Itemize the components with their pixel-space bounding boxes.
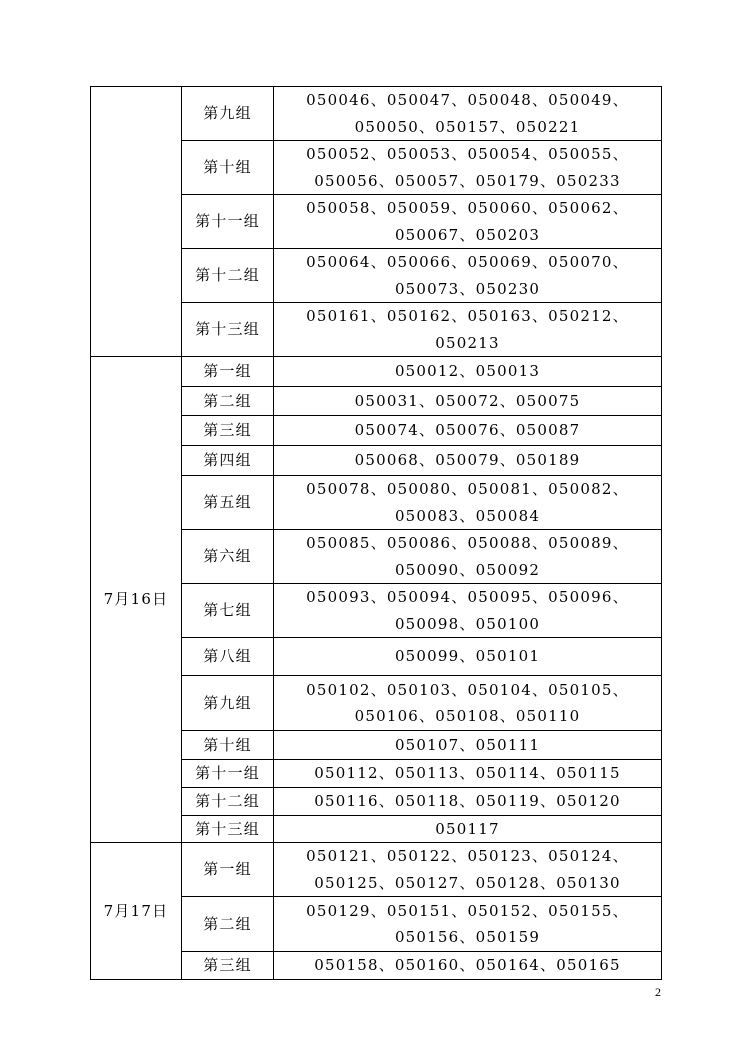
- group-cell: 第四组: [182, 446, 274, 476]
- student-ids-cell: 050099、050101: [274, 638, 662, 676]
- student-ids-cell: 050068、050079、050189: [274, 446, 662, 476]
- date-cell: 7月16日: [91, 357, 182, 843]
- group-cell: 第五组: [182, 476, 274, 530]
- table-row: [91, 87, 662, 141]
- group-cell: 第七组: [182, 584, 274, 638]
- student-ids-cell: 050085、050086、050088、050089、050090、050092: [274, 530, 662, 584]
- group-cell: 第十一组: [182, 195, 274, 249]
- student-ids-cell: 050107、050111: [274, 731, 662, 760]
- student-ids-cell: 050078、050080、050081、050082、050083、050084: [274, 476, 662, 530]
- group-cell: 第三组: [182, 416, 274, 446]
- group-cell: 第九组: [182, 87, 274, 141]
- student-ids-cell: 050116、050118、050119、050120: [274, 788, 662, 816]
- group-cell: 第十组: [182, 731, 274, 760]
- student-ids-cell: 050031、050072、050075: [274, 387, 662, 416]
- student-ids-cell: 050046、050047、050048、050049、050050、050157、050221: [274, 87, 662, 141]
- student-ids-cell: 050064、050066、050069、050070、050073、050230: [274, 249, 662, 303]
- student-ids-cell: 050129、050151、050152、050155、050156、050159: [274, 897, 662, 952]
- group-cell: 第一组: [182, 357, 274, 387]
- student-ids-cell: 050117: [274, 815, 662, 843]
- group-cell: 第一组: [182, 843, 274, 897]
- student-ids-cell: 050112、050113、050114、050115: [274, 760, 662, 788]
- exam-group-table: [90, 86, 662, 980]
- table-row: [91, 843, 662, 897]
- student-ids-cell: 050074、050076、050087: [274, 416, 662, 446]
- student-ids-cell: 050012、050013: [274, 357, 662, 387]
- group-cell: 第六组: [182, 530, 274, 584]
- group-cell: 第三组: [182, 952, 274, 980]
- student-ids-cell: 050158、050160、050164、050165: [274, 952, 662, 980]
- group-cell: 第八组: [182, 638, 274, 676]
- student-ids-cell: 050161、050162、050163、050212、050213: [274, 303, 662, 357]
- group-cell: 第十一组: [182, 760, 274, 788]
- group-cell: 第二组: [182, 387, 274, 416]
- group-cell: 第十二组: [182, 788, 274, 816]
- group-cell: 第十二组: [182, 249, 274, 303]
- student-ids-cell: 050121、050122、050123、050124、050125、050127、050128、050130: [274, 843, 662, 897]
- group-cell: 第十组: [182, 141, 274, 195]
- group-cell: 第二组: [182, 897, 274, 952]
- group-cell: 第九组: [182, 676, 274, 731]
- table-row: [91, 357, 662, 387]
- student-ids-cell: 050052、050053、050054、050055、050056、050057、050179、050233: [274, 141, 662, 195]
- student-ids-cell: 050093、050094、050095、050096、050098、050100: [274, 584, 662, 638]
- group-cell: 第十三组: [182, 303, 274, 357]
- group-cell: 第十三组: [182, 815, 274, 843]
- page-number: 2: [655, 985, 661, 999]
- date-cell: [91, 87, 182, 357]
- date-cell: 7月17日: [91, 843, 182, 980]
- student-ids-cell: 050058、050059、050060、050062、050067、050203: [274, 195, 662, 249]
- student-ids-cell: 050102、050103、050104、050105、050106、050108、050110: [274, 676, 662, 731]
